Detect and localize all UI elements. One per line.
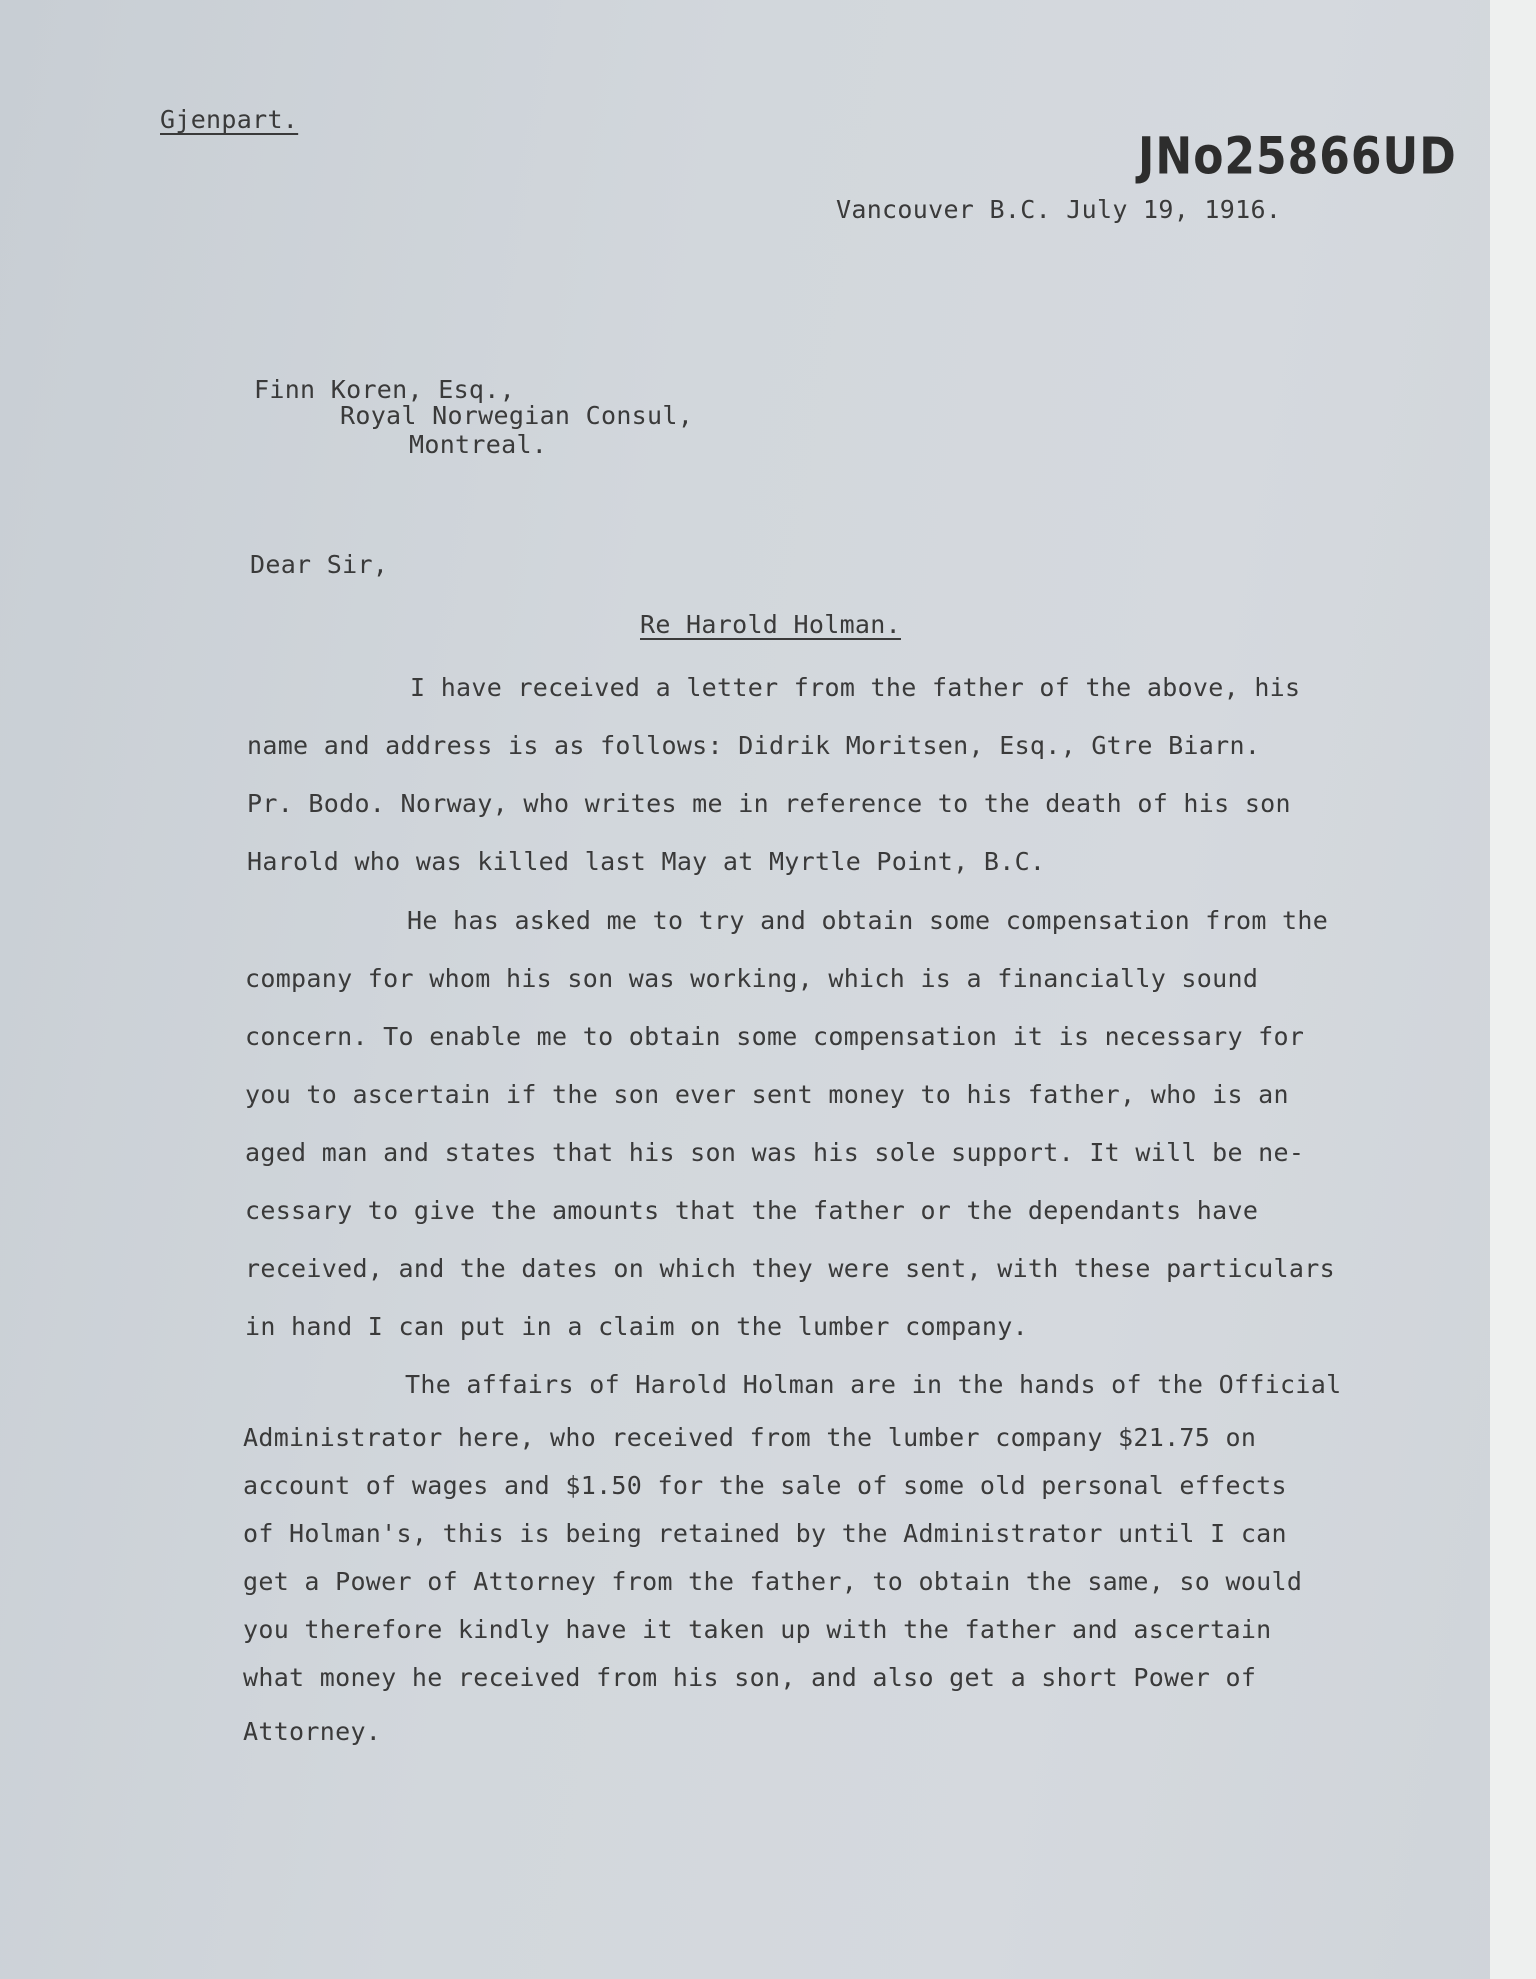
paragraph-1-line: Pr. Bodo. Norway, who writes me in reference to the death of his son <box>247 789 1291 818</box>
paragraph-3-line: of Holman's, this is being retained by the Administrator until I can <box>243 1519 1287 1548</box>
paragraph-3-line: get a Power of Attorney from the father, to obtain the same, so would <box>243 1567 1303 1596</box>
paragraph-2-line: company for whom his son was working, which is a financially sound <box>245 964 1259 993</box>
paragraph-3-line: you therefore kindly have it taken up with the father and ascertain <box>243 1615 1272 1644</box>
paragraph-2-line: cessary to give the amounts that the father or the dependants have <box>245 1196 1259 1225</box>
paragraph-1-line: Harold who was killed last May at Myrtle Point, B.C. <box>247 847 1046 876</box>
paragraph-3-line: Administrator here, who received from the lumber company $21.75 on <box>243 1423 1257 1452</box>
paper-edge <box>1490 0 1536 1979</box>
copy-mark: Gjenpart. <box>160 105 299 134</box>
recipient-title: Royal Norwegian Consul, <box>340 401 694 430</box>
paragraph-2-line: received, and the dates on which they were sent, with these particulars <box>245 1254 1335 1283</box>
paragraph-1-line: name and address is as follows: Didrik Moritsen, Esq., Gtre Biarn. <box>247 731 1261 760</box>
paragraph-3-line: account of wages and $1.50 for the sale of some old personal effects <box>243 1471 1287 1500</box>
paragraph-2-line: in hand I can put in a claim on the lumber company. <box>245 1312 1028 1341</box>
paragraph-2-line: aged man and states that his son was his sole support. It will be ne- <box>245 1138 1305 1167</box>
paragraph-3-line: what money he received from his son, and also get a short Power of <box>243 1663 1257 1692</box>
subject-line: Re Harold Holman. <box>640 610 901 639</box>
paragraph-3-line: Attorney. <box>243 1717 382 1746</box>
paragraph-2-line: He has asked me to try and obtain some compensation from the <box>407 906 1329 935</box>
salutation: Dear Sir, <box>250 550 389 579</box>
registry-stamp: JNo25866UD <box>1138 127 1457 187</box>
paragraph-3-line: The affairs of Harold Holman are in the hands of the Official <box>405 1370 1342 1399</box>
paragraph-2-line: concern. To enable me to obtain some compensation it is necessary for <box>245 1022 1305 1051</box>
paragraph-1-line: I have received a letter from the father of the above, his <box>410 673 1301 702</box>
paragraph-2-line: you to ascertain if the son ever sent money to his father, who is an <box>245 1080 1289 1109</box>
recipient-city: Montreal. <box>409 430 548 459</box>
recipient-name: Finn Koren, Esq., <box>254 375 515 404</box>
dateline: Vancouver B.C. July 19, 1916. <box>836 195 1282 224</box>
